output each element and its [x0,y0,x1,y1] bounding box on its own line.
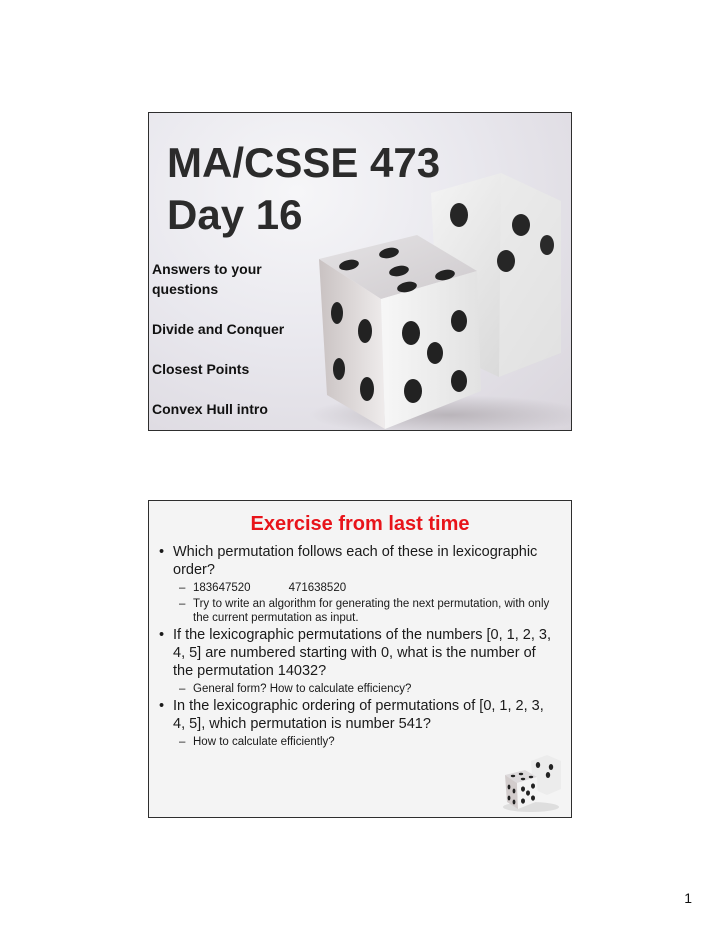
agenda-item: Divide and Conquer [152,321,285,337]
agenda-item: Convex Hull intro [152,401,268,417]
front-die [319,235,481,429]
agenda-list [152,259,312,431]
bullet-item: • Which permutation follows each of these in lexicographic order? [159,543,559,579]
title-line-1: MA/CSSE 473 [167,139,441,186]
permutation-value: 183647520 [193,582,251,594]
slide-heading: Exercise from last time [250,513,470,535]
bullet-item: • In the lexicographic ordering of permutations of [0, 1, 2, 3, 4, 5], which permutation is number 541? [159,697,559,733]
exercise-slide [148,500,572,818]
slide-title [167,137,440,241]
sub-bullet-item: – Try to write an algorithm for generating the next permutation, with only the current permutation as input. [159,597,559,625]
sub-bullet-item: – How to calculate efficiently? [159,735,559,749]
bullet-list [159,543,559,750]
sub-bullet-item: – General form? How to calculate efficiency? [159,682,559,696]
agenda-item: Answers to your questions [152,261,262,297]
title-line-2: Day 16 [167,191,303,238]
title-slide [148,112,572,431]
agenda-item: Closest Points [152,361,250,377]
permutation-value: 471638520 [288,582,347,594]
page-number: 1 [684,890,692,906]
dice-icon [501,751,563,813]
sub-bullet-item [159,581,559,595]
bullet-item: • If the lexicographic permutations of the numbers [0, 1, 2, 3, 4, 5] are numbered starting with 0, what is the number of the permutation 14032? [159,626,559,680]
